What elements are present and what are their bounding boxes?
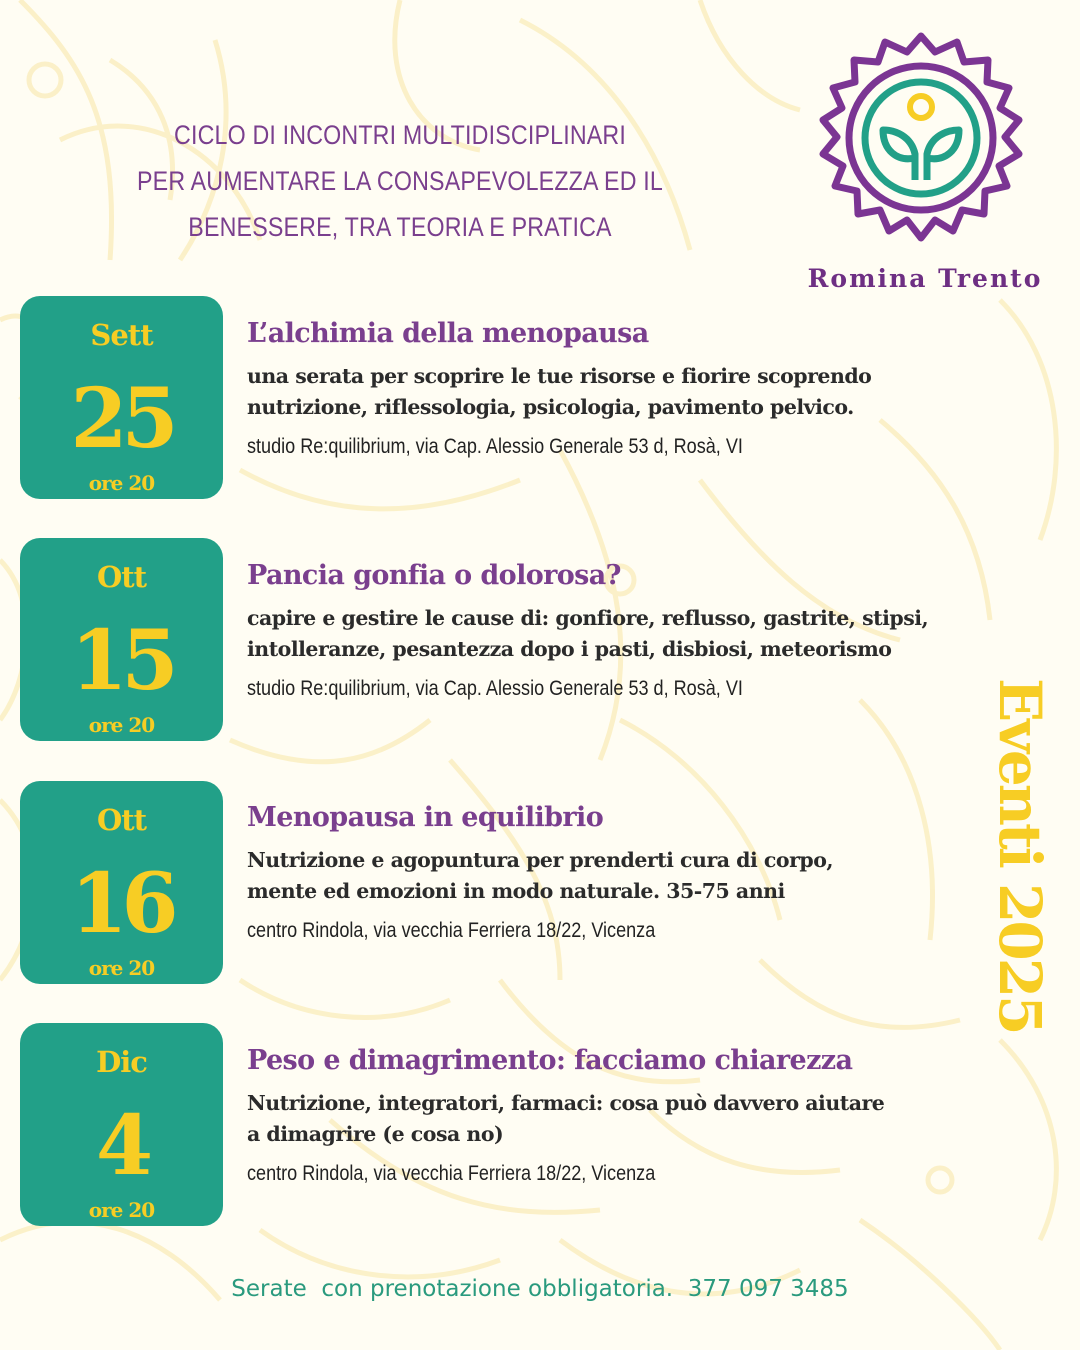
event-description: [247, 1088, 1007, 1150]
event-description-line: mente ed emozioni in modo naturale. 35-75 anni: [247, 879, 785, 903]
event-location: studio Re:quilibrium, via Cap. Alessio Generale 53 d, Rosà, VI: [247, 435, 743, 458]
event-details: [247, 560, 1007, 701]
event-month: Ott: [96, 803, 147, 837]
intro-line-3: BENESSERE, TRA TEORIA E PRATICA: [188, 212, 612, 242]
event-description-line: Nutrizione e agopuntura per prenderti cura di corpo,: [247, 848, 834, 872]
event-time: ore 20: [88, 471, 155, 495]
event-description-line: una serata per scoprire le tue risorse e fiorire scoprendo: [247, 364, 872, 388]
intro-heading: [133, 112, 666, 250]
event-month: Ott: [96, 560, 147, 594]
event-title: Pancia gonfia o dolorosa?: [247, 560, 621, 591]
event-day: 25: [70, 371, 173, 467]
event-time: ore 20: [88, 1198, 155, 1222]
event-day: 4: [95, 1098, 148, 1194]
intro-line-1: CICLO DI INCONTRI MULTIDISCIPLINARI: [174, 120, 626, 150]
event-title: Peso e dimagrimento: facciamo chiarezza: [247, 1045, 853, 1076]
event-date-badge: [20, 538, 223, 741]
brand-name: Romina Trento: [807, 264, 1043, 293]
event-title: Menopausa in equilibrio: [247, 802, 604, 833]
intro-line-2: PER AUMENTARE LA CONSAPEVOLEZZA ED IL: [137, 166, 663, 196]
event-month: Dic: [96, 1045, 147, 1079]
event-date-badge: [20, 1023, 223, 1226]
event-month: Sett: [90, 318, 153, 352]
side-title: [985, 678, 1055, 1033]
event-time: ore 20: [88, 713, 155, 737]
event-description-line: Nutrizione, integratori, farmaci: cosa può davvero aiutare: [247, 1091, 885, 1115]
event-day: 16: [70, 856, 173, 952]
event-description-line: a dimagrire (e cosa no): [247, 1122, 504, 1146]
event-details: [247, 802, 1007, 943]
event-time: ore 20: [88, 956, 155, 980]
event-location: studio Re:quilibrium, via Cap. Alessio Generale 53 d, Rosà, VI: [247, 677, 743, 700]
event-date-badge: [20, 296, 223, 499]
event-details: [247, 318, 1007, 459]
event-description: [247, 603, 1007, 665]
event-day: 15: [70, 613, 173, 709]
event-location: centro Rindola, via vecchia Ferriera 18/22, Vicenza: [247, 1162, 656, 1185]
booking-footer: Serate con prenotazione obbligatoria. 377 097 3485: [231, 1276, 849, 1302]
event-description-line: capire e gestire le cause di: gonfiore, reflusso, gastrite, stipsi,: [247, 606, 929, 630]
lotus-sprout-logo-icon: [805, 30, 1037, 250]
event-description: [247, 361, 1007, 423]
event-details: [247, 1045, 1007, 1186]
event-date-badge: [20, 781, 223, 984]
event-description: [247, 845, 1007, 907]
side-title-text: Eventi 2025: [986, 678, 1054, 1033]
event-title: L’alchimia della menopausa: [247, 318, 649, 349]
event-description-line: intolleranze, pesantezza dopo i pasti, disbiosi, meteorismo: [247, 637, 892, 661]
event-location: centro Rindola, via vecchia Ferriera 18/22, Vicenza: [247, 919, 656, 942]
event-description-line: nutrizione, riflessologia, psicologia, pavimento pelvico.: [247, 395, 854, 419]
